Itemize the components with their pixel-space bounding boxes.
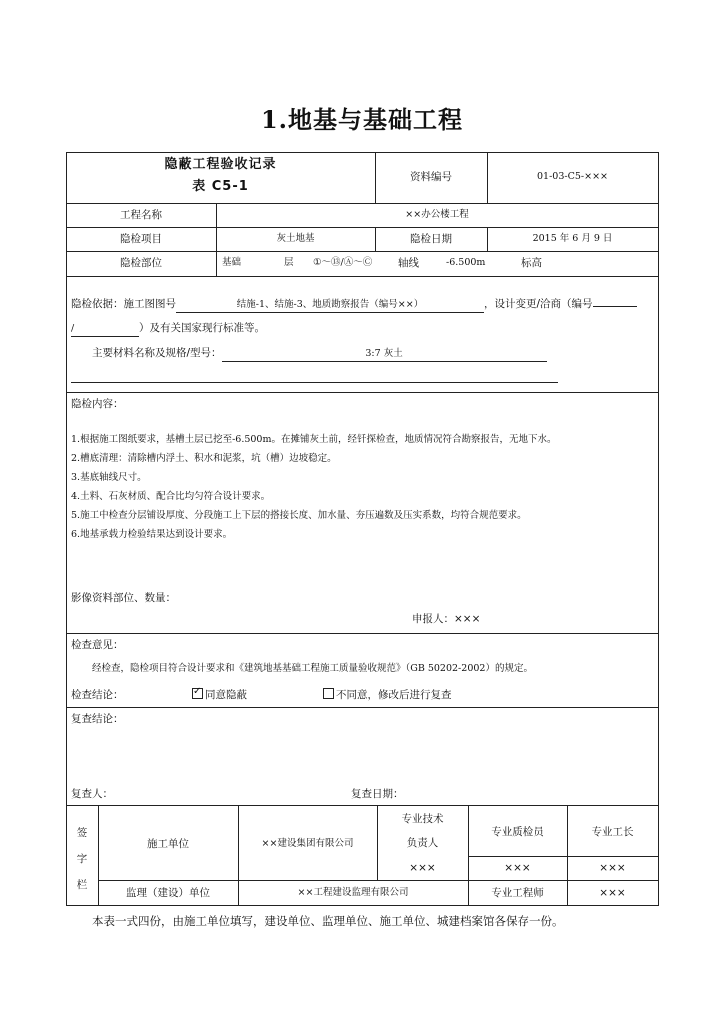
page-title: 1.地基与基础工程 xyxy=(260,105,464,134)
disagree-label: 不同意，修改后进行复查 xyxy=(336,689,452,701)
foreman-value: ××× xyxy=(599,862,626,874)
recheck-label: 复查结论： xyxy=(71,713,124,725)
date-value: 2015 年 6 月 9 日 xyxy=(532,233,613,244)
sign-side-2: 字 xyxy=(76,853,88,865)
basis-prefix: 隐检依据：施工图图号 xyxy=(71,298,176,310)
supervision-unit-label: 监理（建设）单位 xyxy=(126,887,210,899)
construction-unit-label: 施工单位 xyxy=(147,838,189,850)
material-label: 主要材料名称及规格/型号： xyxy=(92,347,222,359)
elevation-label: 标高 xyxy=(521,257,542,269)
location-part: 基础 xyxy=(222,257,242,268)
tech-lead-label-2: 负责人 xyxy=(406,837,439,849)
recheck-person-label: 复查人： xyxy=(71,788,113,800)
basis-line-1 xyxy=(71,297,637,313)
drawings-value: 结施-1、结施-3、地质勘察报告（编号××） xyxy=(176,298,484,313)
design-change-value: / xyxy=(71,322,139,337)
foreman-label: 专业工长 xyxy=(591,826,634,838)
footer-note: 本表一式四份，由施工单位填写，建设单位、监理单位、施工单位、城建档案馆各保存一份。 xyxy=(92,914,564,928)
sign-side-3: 栏 xyxy=(76,879,88,891)
design-change-label: ，设计变更/洽商（编号 xyxy=(484,298,593,310)
basis-suffix: ）及有关国家现行标准等。 xyxy=(139,322,265,334)
content-item-2: 2.槽底清理：清除槽内浮土、积水和泥浆，坑（槽）边坡稳定。 xyxy=(71,453,337,464)
record-title: 隐蔽工程验收记录 xyxy=(164,157,277,172)
project-value: ××办公楼工程 xyxy=(405,209,469,220)
blank-underline xyxy=(71,382,558,383)
content-item-5: 5.施工中检查分层铺设厚度、分段施工上下层的搭接长度、加水量、夯压遍数及压实系数，均符合规范要求。 xyxy=(71,510,527,521)
content-item-3: 3.基底轴线尺寸。 xyxy=(71,472,147,483)
recheck-date-label: 复查日期： xyxy=(351,788,404,800)
basis-line-2 xyxy=(71,321,265,337)
supervision-unit-value: ××工程建设监理有限公司 xyxy=(297,887,409,898)
item-label: 隐检项目 xyxy=(120,233,162,245)
agree-option[interactable] xyxy=(192,688,247,702)
axes-value: ①～⑬/Ⓐ～Ⓒ xyxy=(313,257,373,268)
checkbox-checked-icon[interactable] xyxy=(192,688,203,699)
table-number: 表 C5-1 xyxy=(192,179,249,194)
engineer-label: 专业工程师 xyxy=(491,887,544,899)
qc-label: 专业质检员 xyxy=(491,826,544,838)
sign-side-1: 签 xyxy=(76,827,88,839)
disagree-option[interactable] xyxy=(323,688,452,702)
image-info-label: 影像资料部位、数量： xyxy=(71,592,176,604)
qc-value: ××× xyxy=(504,862,531,874)
date-label: 隐检日期 xyxy=(410,233,452,245)
item-value: 灰土地基 xyxy=(276,233,315,244)
floor-label: 层 xyxy=(284,257,294,268)
tech-lead-label-1: 专业技术 xyxy=(401,813,444,825)
doc-no-label: 资料编号 xyxy=(410,171,452,183)
content-label: 隐检内容： xyxy=(71,398,124,410)
construction-unit-value: ××建设集团有限公司 xyxy=(261,838,354,849)
reporter: 申报人：××× xyxy=(412,613,481,625)
design-change-blank xyxy=(593,306,637,307)
checkbox-empty-icon[interactable] xyxy=(323,688,334,699)
content-item-1: 1.根据施工图纸要求，基槽土层已挖至-6.500m。在摊铺灰土前，经钎探检查，地质情况符合勘察报告，无地下水。 xyxy=(71,434,557,445)
conclusion-label: 检查结论： xyxy=(71,689,124,701)
content-item-4: 4.土料、石灰材质、配合比均匀符合设计要求。 xyxy=(71,491,271,502)
project-label: 工程名称 xyxy=(120,209,162,221)
content-item-6: 6.地基承载力检验结果达到设计要求。 xyxy=(71,529,233,540)
tech-lead-value: ××× xyxy=(409,862,436,874)
doc-no-value: 01-03-C5-××× xyxy=(537,171,608,182)
agree-label: 同意隐蔽 xyxy=(205,689,247,701)
opinion-text: 经检查，隐检项目符合设计要求和《建筑地基基础工程施工质量验收规范》（GB 50202-2002）的规定。 xyxy=(92,663,533,674)
elevation-value: -6.500m xyxy=(446,257,486,268)
location-label: 隐检部位 xyxy=(120,257,162,269)
material-value: 3:7 灰土 xyxy=(222,347,547,362)
material-line xyxy=(92,346,547,362)
engineer-value: ××× xyxy=(599,887,626,899)
axis-label: 轴线 xyxy=(398,257,419,269)
opinion-label: 检查意见： xyxy=(71,639,124,651)
